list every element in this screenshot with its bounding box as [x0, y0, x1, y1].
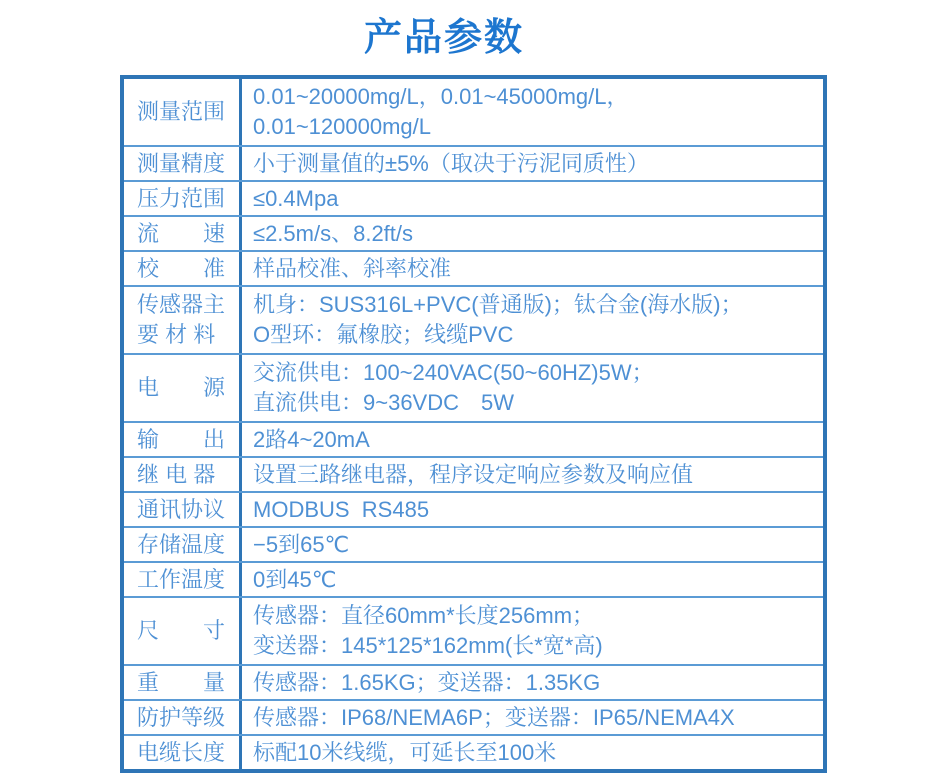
label-text: 流 速: [137, 220, 226, 246]
row-value: [242, 79, 823, 145]
table-row-flow-speed: [124, 215, 823, 250]
row-label: [124, 736, 242, 769]
row-label: [124, 147, 242, 180]
row-value: [242, 458, 823, 491]
row-value: [242, 528, 823, 561]
label-text: 传感器主: [137, 292, 226, 317]
row-label: [124, 252, 242, 285]
row-label: [124, 458, 242, 491]
table-row-dimensions: [124, 596, 823, 664]
label-text: 输 出: [137, 426, 226, 452]
value-line: O型环：氟橡胶；线缆PVC: [253, 322, 514, 347]
row-label: [124, 493, 242, 526]
row-label: [124, 701, 242, 734]
label-text: 防护等级: [137, 704, 226, 730]
label-text: 继 电 器: [137, 461, 216, 487]
row-value: [242, 217, 823, 250]
row-label: [124, 528, 242, 561]
value-line: 传感器：直径60mm*长度256mm；: [253, 603, 595, 628]
value-line: 样品校准、斜率校准: [253, 255, 452, 281]
table-row-weight: [124, 664, 823, 699]
row-label: [124, 666, 242, 699]
row-label: [124, 423, 242, 456]
table-row-measure-range: [124, 79, 823, 145]
label-text: 测量范围: [137, 99, 226, 124]
row-value: [242, 563, 823, 596]
label-text: 存储温度: [137, 531, 226, 557]
table-row-protection-rating: [124, 699, 823, 734]
table-row-power-supply: [124, 353, 823, 421]
table-row-calibration: [124, 250, 823, 285]
value-line: 小于测量值的±5%（取决于污泥同质性）: [253, 150, 649, 176]
label-text: 校 准: [137, 255, 226, 281]
table-row-protocol: [124, 491, 823, 526]
value-line: ≤2.5m/s、8.2ft/s: [253, 220, 414, 246]
value-line: 标配10米线缆，可延长至100米: [253, 739, 557, 765]
label-text: 测量精度: [137, 150, 226, 176]
row-value: [242, 147, 823, 180]
row-value: [242, 701, 823, 734]
row-label: [124, 598, 242, 664]
row-value: [242, 666, 823, 699]
row-label: [124, 182, 242, 215]
table-row-accuracy: [124, 145, 823, 180]
label-text: 工作温度: [137, 566, 226, 592]
table-row-storage-temp: [124, 526, 823, 561]
row-label: [124, 79, 242, 145]
value-line: 0.01~20000mg/L，0.01~45000mg/L，: [253, 84, 629, 109]
label-text: 要 材 料: [137, 322, 216, 347]
table-row-sensor-material: [124, 285, 823, 353]
value-line: 设置三路继电器，程序设定响应参数及响应值: [253, 461, 694, 487]
value-line: 2路4~20mA: [253, 426, 370, 452]
label-text: 通讯协议: [137, 496, 226, 522]
table-row-output: [124, 421, 823, 456]
value-line: MODBUS RS485: [253, 496, 430, 522]
value-line: 变送器：145*125*162mm(长*宽*高): [253, 633, 603, 658]
label-text: 电缆长度: [137, 739, 226, 765]
value-line: 机身：SUS316L+PVC(普通版)；钛合金(海水版)；: [253, 292, 743, 317]
table-row-cable-length: [124, 734, 823, 769]
row-value: [242, 252, 823, 285]
label-text: 重 量: [137, 669, 226, 695]
row-label: [124, 217, 242, 250]
value-line: 0.01~120000mg/L: [253, 114, 431, 139]
row-value: [242, 355, 823, 421]
label-text: 压力范围: [137, 185, 226, 211]
row-label: [124, 287, 242, 353]
value-line: 0到45℃: [253, 566, 337, 592]
row-label: [124, 355, 242, 421]
row-value: [242, 736, 823, 769]
value-line: 直流供电：9~36VDC 5W: [253, 390, 515, 415]
row-value: [242, 598, 823, 664]
page-title: 产品参数: [363, 17, 524, 59]
label-text: 尺 寸: [137, 618, 226, 643]
value-line: 传感器：IP68/NEMA6P；变送器：IP65/NEMA4X: [253, 704, 735, 730]
label-text: 电 源: [137, 375, 226, 400]
value-line: ≤0.4Mpa: [253, 185, 339, 211]
row-value: [242, 182, 823, 215]
row-value: [242, 423, 823, 456]
table-row-pressure-range: [124, 180, 823, 215]
product-spec-table: [120, 75, 827, 773]
row-label: [124, 563, 242, 596]
table-row-working-temp: [124, 561, 823, 596]
value-line: 交流供电：100~240VAC(50~60HZ)5W；: [253, 360, 654, 385]
value-line: 传感器：1.65KG；变送器：1.35KG: [253, 669, 601, 695]
value-line: −5到65℃: [253, 531, 350, 557]
row-value: [242, 287, 823, 353]
row-value: [242, 493, 823, 526]
table-row-relay: [124, 456, 823, 491]
